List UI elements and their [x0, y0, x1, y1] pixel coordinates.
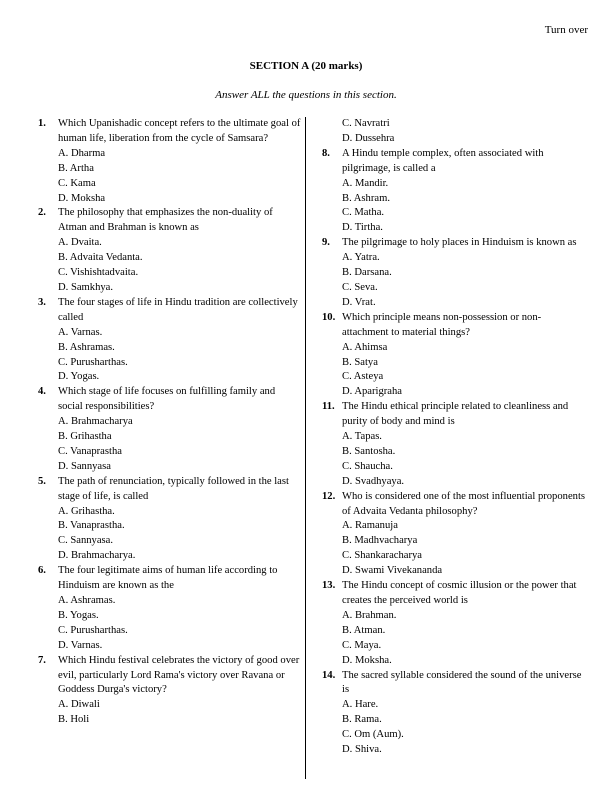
question-text: The path of renunciation, typically followed in the last stage of life, is called [58, 475, 289, 502]
option-b: B. Ashram. [342, 192, 390, 204]
option-c: C. Matha. [342, 207, 385, 219]
option-c: C. Vishishtadvaita. [58, 267, 139, 279]
question-5 [38, 475, 302, 564]
option-b: B. Ashramas. [58, 341, 115, 353]
question-number: 8. [322, 147, 330, 159]
option-c: C. Om (Aum). [342, 729, 404, 741]
option-c: C. Navratri [342, 118, 390, 129]
option-d: D. Brahmacharya. [58, 550, 136, 562]
option-b: B. Holi [58, 714, 90, 726]
option-c: C. Purusharthas. [58, 356, 128, 368]
question-text: The Hindu ethical principle related to cleanliness and purity of body and mind is [342, 401, 569, 428]
option-c: C. Sannyasa. [58, 535, 114, 547]
option-b: B. Darsana. [342, 267, 392, 279]
section-instructions: Answer ALL the questions in this section. [215, 89, 397, 101]
option-d: D. Moksha. [342, 654, 392, 666]
option-d: D. Vrat. [342, 296, 376, 308]
question-14 [322, 669, 586, 758]
option-b: B. Madhvacharya [342, 535, 418, 547]
question-number: 13. [322, 580, 336, 592]
option-b: B. Santosha. [342, 445, 396, 457]
question-text: Which Upanishadic concept refers to the ultimate goal of human life, liberation from the cycle of Samsara? [58, 118, 301, 144]
question-number: 3. [38, 296, 46, 308]
option-a: A. Grihastha. [58, 505, 115, 517]
option-d: D. Tirtha. [342, 222, 383, 234]
option-d: D. Aparigraha [342, 386, 403, 398]
option-b: B. Vanaprastha. [58, 520, 125, 532]
question-7 [38, 654, 302, 729]
question-number: 4. [38, 386, 46, 398]
option-d: D. Swami Vivekananda [342, 565, 443, 577]
option-d: D. Dussehra [342, 132, 395, 144]
option-c: C. Shaucha. [342, 460, 393, 472]
option-c: C. Maya. [342, 639, 382, 651]
option-b: B. Artha [58, 162, 94, 174]
option-a: A. Ahimsa [342, 341, 388, 353]
section-title: SECTION A (20 marks) [249, 60, 363, 72]
option-a: A. Dharma [58, 147, 106, 159]
option-a: A. Hare. [342, 699, 379, 711]
option-d: D. Samkhya. [58, 281, 114, 293]
option-a: A. Dvaita. [58, 237, 102, 249]
question-text: Which Hindu festival celebrates the victory of good over evil, particularly Lord Rama's victory over Ravana or Goddess Durga's victory? [58, 654, 300, 696]
question-text: Who is considered one of the most influential proponents of Advaita Vedanta philosophy? [342, 490, 586, 517]
question-10 [322, 311, 586, 400]
option-b: B. Rama. [342, 714, 382, 726]
question-11 [322, 400, 586, 489]
option-c: C. Purusharthas. [58, 624, 128, 636]
question-8 [322, 147, 586, 236]
option-a: A. Brahmacharya [58, 416, 133, 428]
option-b: B. Advaita Vedanta. [58, 252, 143, 264]
question-number: 6. [38, 565, 46, 577]
option-d: D. Yogas. [58, 371, 100, 383]
question-text: The sacred syllable considered the sound of the universe is [342, 669, 582, 696]
option-c: C. Shankaracharya [342, 550, 423, 562]
option-a: A. Diwali [58, 699, 100, 711]
option-c: C. Vanaprastha [58, 445, 122, 457]
question-9 [322, 236, 586, 311]
option-a: A. Ashramas. [58, 595, 116, 606]
question-2 [38, 206, 302, 295]
question-number: 10. [322, 311, 336, 323]
question-3 [38, 296, 302, 385]
option-b: B. Yogas. [58, 609, 99, 621]
option-c: C. Seva. [342, 281, 378, 293]
option-a: A. Ramanuja [342, 520, 398, 532]
column-divider [305, 117, 306, 779]
option-d: D. Svadhyaya. [342, 475, 405, 487]
option-a: A. Yatra. [342, 252, 380, 264]
option-a: A. Brahman. [342, 609, 397, 621]
question-number: 9. [322, 237, 330, 249]
question-text: The four legitimate aims of human life according to Hinduism are known as the [58, 565, 278, 592]
option-a: A. Mandir. [342, 177, 389, 189]
question-number: 7. [38, 654, 46, 666]
question-1 [38, 117, 302, 206]
option-a: A. Tapas. [342, 431, 382, 443]
question-12 [322, 490, 586, 579]
option-c: C. Asteya [342, 371, 384, 383]
option-b: B. Atman. [342, 624, 386, 636]
question-7-continued [322, 117, 586, 147]
question-number: 2. [38, 207, 46, 219]
question-text: The four stages of life in Hindu tradition are collectively called [58, 296, 298, 323]
option-b: B. Grihastha [58, 431, 112, 443]
option-d: D. Sannyasa [58, 460, 111, 472]
question-13 [322, 579, 586, 668]
option-a: A. Varnas. [58, 326, 103, 338]
question-text: Which principle means non-possession or non-attachment to material things? [342, 311, 542, 338]
question-4 [38, 385, 302, 474]
question-number: 12. [322, 490, 336, 502]
question-text: The philosophy that emphasizes the non-duality of Atman and Brahman is known as [58, 207, 273, 234]
question-number: 11. [322, 401, 335, 413]
question-number: 1. [38, 118, 46, 129]
question-text: The pilgrimage to holy places in Hinduism is known as [342, 237, 577, 249]
question-6 [38, 564, 302, 653]
question-text: The Hindu concept of cosmic illusion or the power that creates the perceived world is [342, 580, 577, 606]
option-c: C. Kama [58, 177, 96, 189]
option-d: D. Shiva. [342, 744, 382, 756]
option-d: D. Varnas. [58, 639, 103, 651]
question-text: Which stage of life focuses on fulfilling family and social responsibilities? [58, 386, 276, 413]
option-d: D. Moksha [58, 192, 106, 204]
question-text: A Hindu temple complex, often associated with pilgrimage, is called a [342, 147, 544, 174]
turn-over-label: Turn over [544, 24, 588, 36]
option-b: B. Satya [342, 356, 378, 368]
question-number: 5. [38, 475, 46, 487]
question-number: 14. [322, 669, 336, 681]
left-column [38, 117, 302, 728]
right-column [322, 117, 586, 758]
